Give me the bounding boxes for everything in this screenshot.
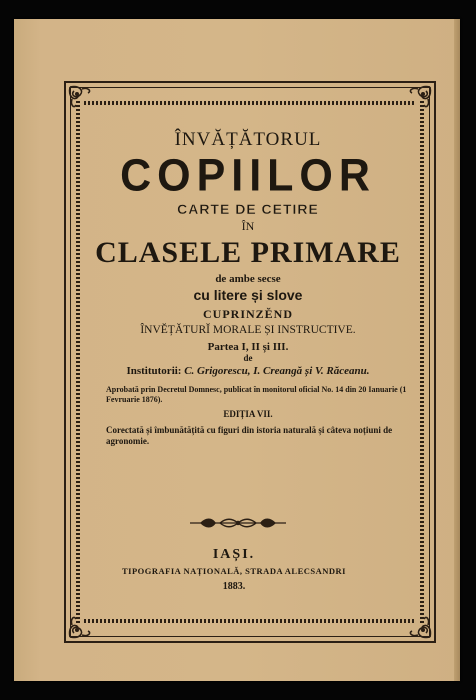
authors-line [78, 365, 418, 377]
main-title: COPIILOR [120, 150, 376, 202]
authors-prefix: Institutorii: [126, 365, 182, 377]
imprint-printer: TIPOGRAFIA NAȚIONALĂ, STRADA ALECSANDRI [121, 566, 346, 576]
edition-line: EDIȚIA VII. [223, 409, 273, 419]
parts-line: Partea I, II și III. [207, 341, 289, 353]
divider-ornament [190, 515, 286, 531]
title-line-1: ÎNVĂȚĂTORUL [174, 129, 322, 150]
imprint-block [64, 547, 404, 592]
book-spine-edge [454, 19, 460, 681]
corner-ornament-top-left [66, 83, 96, 113]
corner-ornament-bottom-right [404, 611, 434, 641]
secondary-title: CLASELE PRIMARE [95, 236, 401, 269]
contents-description: ÎNVĔȚĂTURĬ MORALE ȘI INSTRUCTIVE. [140, 324, 356, 336]
by-line: de [243, 353, 253, 363]
contents-heading: CUPRINZĔND [202, 307, 293, 321]
approval-note: Aprobată prin Decretul Domnesc, publicat în monitorul oficial No. 14 din 20 Ianuarie (1 Fevruarie 1876). [106, 385, 407, 404]
frame-pattern-right [420, 101, 424, 623]
corner-ornament-top-right [404, 83, 434, 113]
corner-ornament-bottom-left [66, 611, 96, 641]
correction-note: Corectată și îmbunătățită cu figuri din istoria naturală și câteva noțiuni de agronomie. [106, 425, 393, 446]
frame-pattern-top [84, 101, 416, 105]
audience-line: de ambe secse [215, 273, 281, 285]
title-block [78, 129, 418, 447]
imprint-year: 1883. [222, 581, 246, 592]
authors-names: C. Grigorescu, I. Creangă și V. Răceanu. [184, 365, 370, 377]
frame-pattern-bottom [84, 619, 416, 623]
title-connector: ÎN [241, 219, 255, 233]
imprint-city: IAȘI. [212, 547, 256, 562]
script-line: cu litere și slove [193, 287, 303, 303]
subtitle: CARTE DE CETIRE [177, 201, 319, 217]
